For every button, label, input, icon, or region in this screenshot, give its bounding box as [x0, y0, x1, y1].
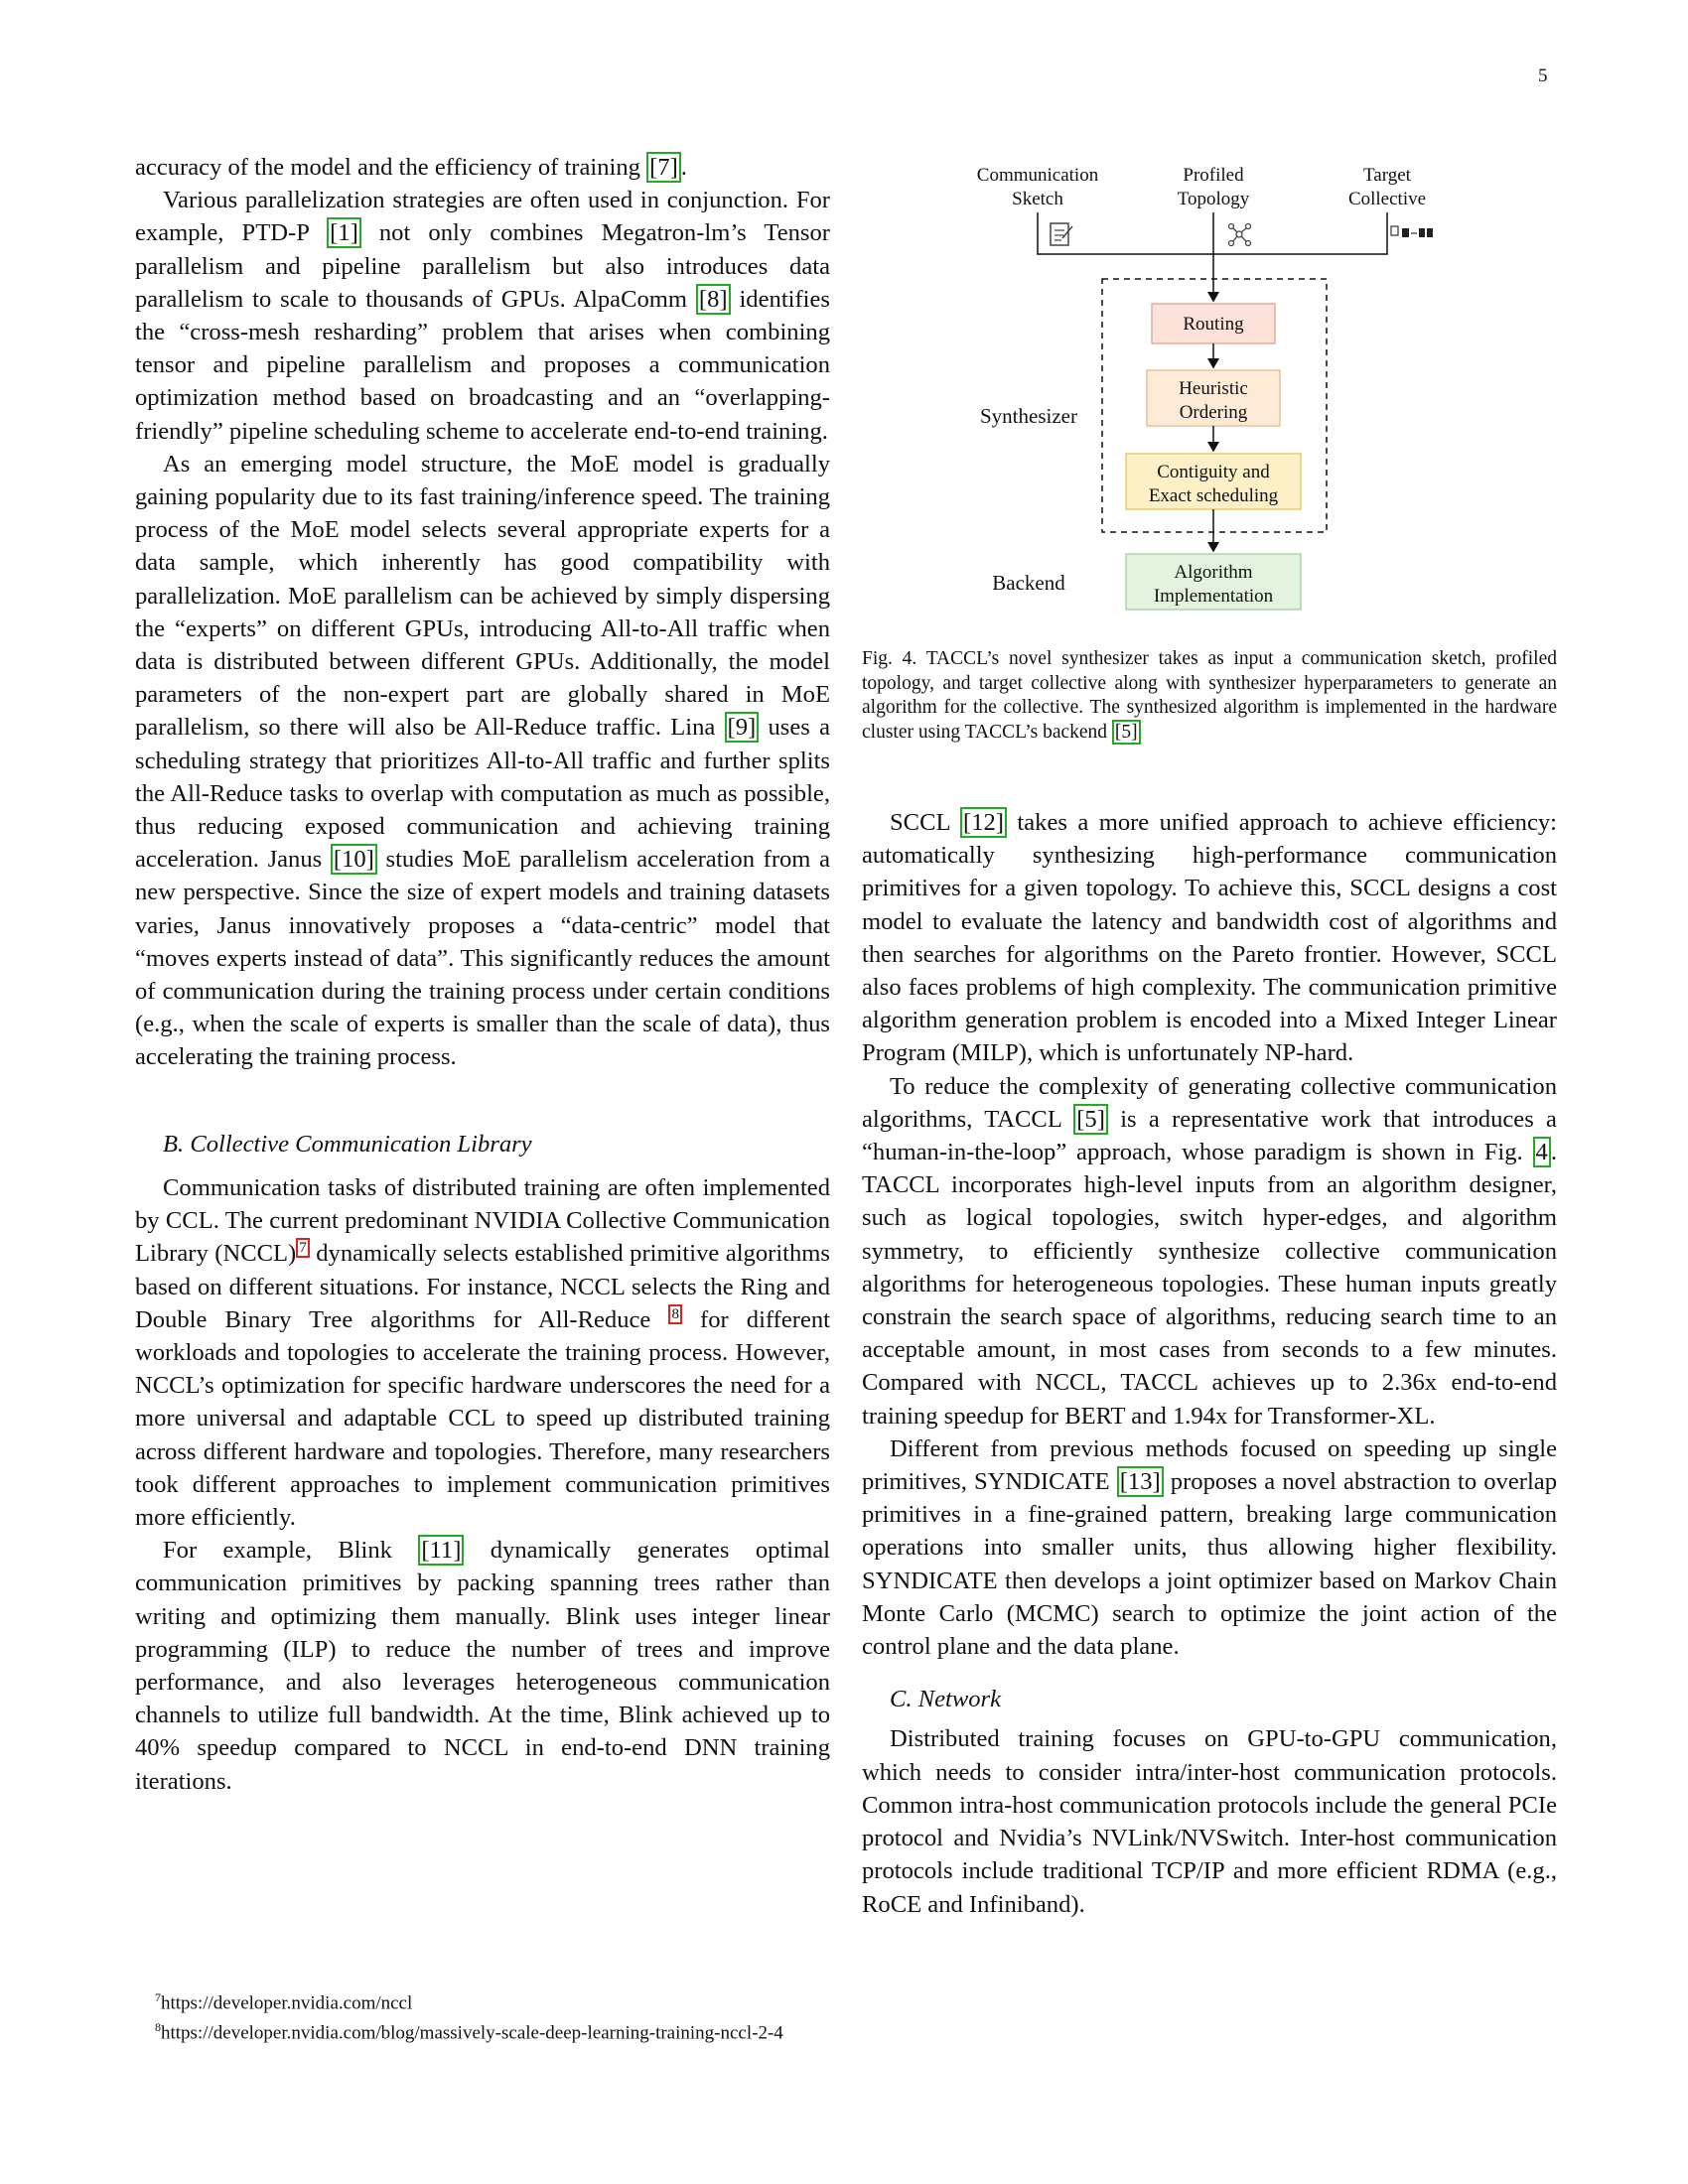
contiguity-label-2: Exact scheduling — [1148, 485, 1279, 506]
algorithm-label-2: Implementation — [1153, 586, 1274, 607]
citation-link[interactable]: [10] — [331, 844, 377, 875]
input-sketch-label-1: Communication — [976, 165, 1099, 186]
section-b-paragraphs — [135, 1171, 830, 1798]
paragraph — [135, 1534, 830, 1798]
section-c-paragraphs — [862, 1722, 1557, 1920]
footnote-8: $^8$https://developer.nvidia.com/blog/massively-scale-deep-learning-training-nccl-2-4 — [155, 2020, 783, 2044]
algorithm-label-1: Algorithm — [1174, 562, 1253, 583]
synthesizer-label: Synthesizer — [980, 404, 1077, 428]
paragraph — [135, 448, 830, 1074]
text-run: is a representative work that introduces a “human-in-the-loop” approach, whose paradigm is shown in Fig. — [862, 1105, 1557, 1166]
citation-link[interactable]: [9] — [725, 712, 760, 743]
figure-caption — [862, 647, 1557, 746]
sketch-icon — [1051, 223, 1072, 245]
text-run: SCCL — [890, 809, 961, 836]
input-topology-label-1: Profiled — [1183, 165, 1244, 186]
text-run: Fig. 4. TACCL’s novel synthesizer takes as input a communication sketch, profiled topology, and target collective along with synthesizer hyperparameters to generate an algorithm for the collective. The synthesized algorithm is implemented in the hardware cluster using TACCL’s backend — [862, 648, 1557, 744]
text-run: uses a scheduling strategy that prioritizes All-to-All traffic and further splits the All-Reduce tasks to overlap with computation as much as possible, thus reducing exposed communication and achieving training acceleration. Janus — [135, 714, 830, 874]
left-intro-paragraphs — [135, 151, 830, 1074]
footnotes — [135, 1985, 830, 2046]
text-run: identifies the “cross-mesh resharding” problem that arises when combining tensor and pipeline parallelism and proposes a communication optimization method based on broadcasting and an “overlapping-friendly” pipeline scheduling scheme to accelerate end-to-end training. — [135, 285, 830, 445]
text-run: takes a more unified approach to achieve efficiency: automatically synthesizing high-performance communication primitives for a given topology. To achieve this, SCCL designs a cost model to evaluate the latency and bandwidth cost of algorithms and then searches for algorithms on the Pareto frontier. However, SCCL also faces problems of high complexity. The communication primitive algorithm generation problem is encoded into a Mixed Integer Linear Program (MILP), which is unfortunately NP-hard. — [862, 809, 1557, 1067]
citation-link[interactable]: [12] — [960, 807, 1007, 838]
taccl-figure — [862, 149, 1557, 665]
text-run: For example, Blink — [163, 1537, 419, 1565]
citation-link[interactable]: 4 — [1533, 1137, 1551, 1167]
paragraph — [862, 1433, 1557, 1663]
paragraph — [135, 1171, 830, 1534]
text-run: . — [680, 154, 687, 181]
text-run: dynamically generates optimal communication primitives by packing spanning trees rather than writing and optimizing them manually. Blink uses integer linear programming (ILP) to reduce the number of trees and improve performance, and also leverages heterogeneous communication channels to utilize full bandwidth. At the time, Blink achieved up to 40% speedup compared to NCCL in end-to-end DNN training iterations. — [135, 1537, 830, 1795]
text-run: To reduce the complexity of generating collective communication algorithms, TACCL — [862, 1072, 1557, 1133]
paragraph — [862, 806, 1557, 1070]
text-run: . TACCL incorporates high-level inputs from an algorithm designer, such as logical topologies, switch hyper-edges, and algorithm symmetry, to efficiently synthesize collective communication algorithms for heterogeneous topologies. These human inputs greatly constrain the search space of algorithms, reducing search time to an acceptable amount, in most cases from seconds to a few minutes. Compared with NCCL, TACCL achieves up to 2.36x end-to-end training speedup for BERT and 1.94x for Transformer-XL. — [862, 1139, 1557, 1430]
section-heading-c: C. Network — [890, 1686, 1002, 1713]
text-run: Various parallelization strategies are often used in conjunction. For example, PTD-P — [135, 187, 830, 247]
collective-icon — [1391, 226, 1433, 237]
paragraph — [135, 151, 830, 184]
paragraph — [862, 1722, 1557, 1920]
citation-link[interactable]: [5] — [1112, 720, 1141, 745]
routing-label: Routing — [1183, 314, 1244, 335]
paragraph — [862, 1070, 1557, 1433]
text-run: Different from previous methods focused on speeding up single primitives, SYNDICATE — [862, 1434, 1557, 1496]
text-run: not only combines Megatron-lm’s Tensor parallelism and pipeline parallelism but also introduces data parallelism to scale to thousands of GPUs. AlpaComm — [135, 219, 830, 313]
contiguity-label-1: Contiguity and — [1157, 462, 1270, 482]
backend-label: Backend — [992, 571, 1065, 595]
text-run: proposes a novel abstraction to overlap primitives in a fine-grained pattern, breaking large communication operations into smaller units, thus allowing higher flexibility. SYNDICATE then develops a joint optimizer based on Markov Chain Monte Carlo (MCMC) search to optimize the joint action of the control plane and the data plane. — [862, 1468, 1558, 1661]
citation-link[interactable]: [1] — [327, 217, 361, 248]
right-paragraphs — [862, 806, 1557, 1663]
footnote-ref[interactable]: 8 — [668, 1304, 682, 1324]
section-heading-b: B. Collective Communication Library — [163, 1130, 532, 1158]
heuristic-label-1: Heuristic — [1179, 378, 1248, 399]
footnote-ref[interactable]: 7 — [296, 1238, 310, 1258]
citation-link[interactable]: [13] — [1117, 1466, 1164, 1497]
text-run: dynamically selects established primitive algorithms based on different situations. For instance, NCCL selects the Ring and Double Binary Tree algorithms for All-Reduce — [135, 1240, 831, 1333]
text-run: for different workloads and topologies to accelerate the training process. However, NCCL’s optimization for specific hardware underscores the need for a more universal and adaptable CCL to speed up distributed training across different hardware and topologies. Therefore, many researchers took different approaches to implement communication primitives more efficiently. — [135, 1305, 830, 1531]
paragraph — [135, 184, 830, 448]
input-bracket-line — [1038, 212, 1387, 254]
citation-link[interactable]: [11] — [418, 1535, 464, 1566]
citation-link[interactable]: [5] — [1073, 1104, 1108, 1135]
heuristic-label-2: Ordering — [1179, 402, 1248, 423]
text-run: Distributed training focuses on GPU-to-GPU communication, which needs to consider intra/inter-host communication protocols. Common intra-host communication protocols include the general PCIe protocol and Nvidia’s NVLink/NVSwitch. Inter-host communication protocols include traditional TCP/IP and more efficient RDMA (e.g., RoCE and Infiniband). — [862, 1725, 1557, 1918]
input-collective-label-2: Collective — [1347, 189, 1427, 209]
text-run: Communication tasks of distributed training are often implemented by CCL. The current predominant NVIDIA Collective Communication Library (NCCL) — [135, 1173, 830, 1268]
right-column — [862, 806, 1557, 1921]
input-sketch-label-2: Sketch — [1012, 189, 1063, 209]
citation-link[interactable]: [8] — [696, 284, 731, 315]
footnote-7: $^7$https://developer.nvidia.com/nccl — [155, 1990, 413, 2014]
text-run: As an emerging model structure, the MoE model is gradually gaining popularity due to its fast training/inference speed. The training process of the MoE model selects several appropriate experts for a data sample, which inherently has good compatibility with parallelization. MoE parallelism can be achieved by simply dispersing the “experts” on different GPUs, introducing All-to-All traffic when data is distributed between different GPUs. Additionally, the model parameters of the non-expert part are globally shared in MoE parallelism, so there will also be All-Reduce traffic. Lina — [135, 450, 830, 742]
topology-icon — [1229, 224, 1251, 246]
input-topology-label-2: Topology — [1177, 189, 1250, 209]
text-run: accuracy of the model and the efficiency of training — [135, 154, 647, 181]
left-column — [135, 151, 830, 1798]
text-run: studies MoE parallelism acceleration from a new perspective. Since the size of expert models and training datasets varies, Janus innovatively proposes a “data-centric” model that “moves experts instead of data”. This significantly reduces the amount of communication during the training process under certain conditions (e.g., when the scale of experts is smaller than the scale of data), thus accelerating the training process. — [135, 846, 830, 1071]
page-number: 5 — [1538, 66, 1548, 86]
citation-link[interactable]: [7] — [646, 152, 681, 183]
input-collective-label-1: Target — [1363, 165, 1411, 186]
